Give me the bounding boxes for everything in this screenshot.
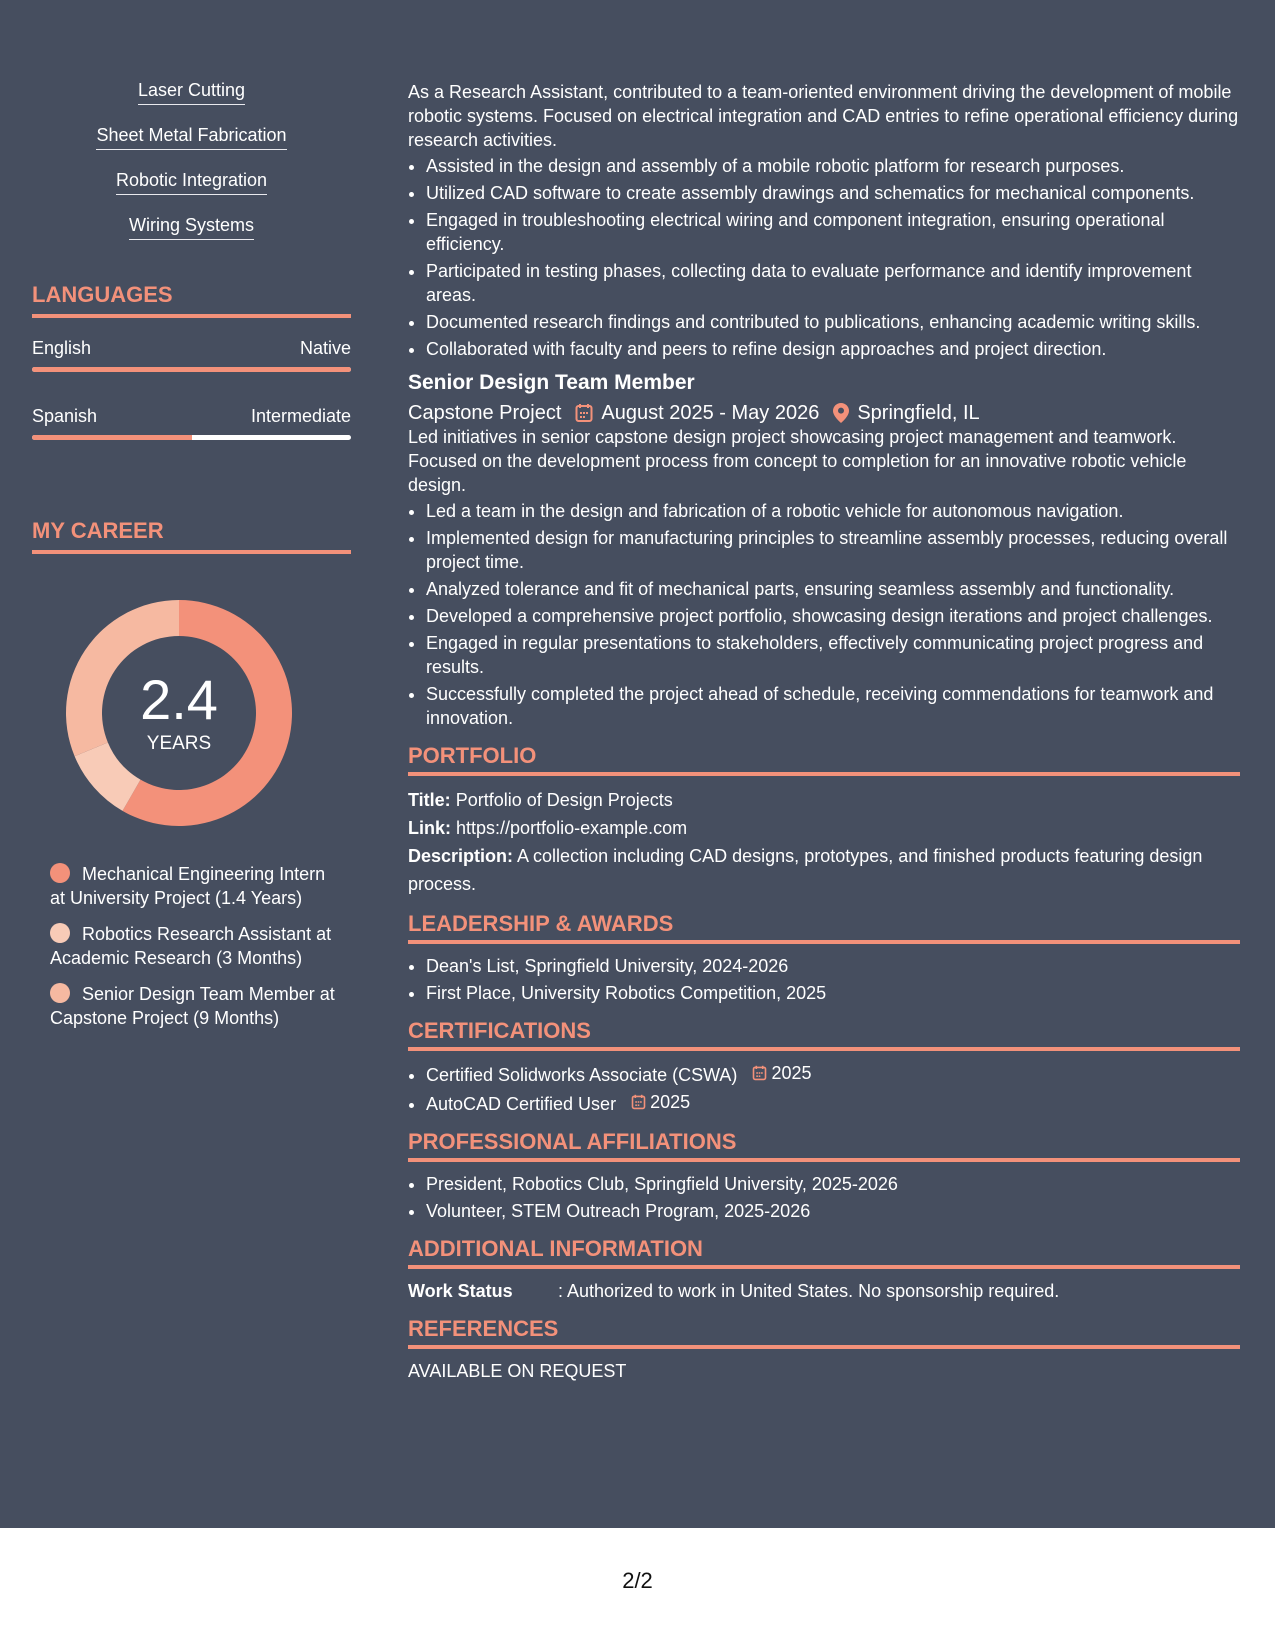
references-section — [408, 1317, 1240, 1383]
job-meta — [408, 401, 1240, 425]
references-value: AVAILABLE ON REQUEST — [408, 1361, 627, 1381]
additional-heading: ADDITIONAL INFORMATION — [408, 1237, 1240, 1269]
certifications-heading: CERTIFICATIONS — [408, 1019, 1240, 1051]
bullet-item: • Collaborated with faculty and peers to refine design approaches and project direction. — [426, 337, 1240, 361]
research-summary: As a Research Assistant, contributed to a team-oriented environment driving the development of mobile robotic systems. Focused on electrical integration and CAD entries to refine operational efficiency during research activities. — [408, 82, 1239, 150]
legend-item — [50, 982, 340, 1030]
awards-section — [408, 912, 1240, 1005]
additional-section — [408, 1237, 1240, 1303]
portfolio-title — [408, 786, 1240, 814]
certifications-section — [408, 1019, 1240, 1116]
languages-section — [32, 282, 351, 440]
skill-item: Laser Cutting — [138, 80, 245, 105]
bullet-item: • Engaged in troubleshooting electrical wiring and component integration, ensuring operational efficiency. — [426, 208, 1240, 256]
field-label: Title: — [408, 790, 451, 810]
job-company: Capstone Project — [408, 402, 562, 424]
bullet-item: • Led a team in the design and fabrication of a robotic vehicle for autonomous navigation. — [426, 499, 1240, 523]
bullet-item: • Successfully completed the project ahead of schedule, receiving commendations for teamwork and innovation. — [426, 682, 1240, 730]
legend-dot — [50, 863, 70, 883]
portfolio-link — [408, 814, 1240, 842]
bullet-item: • Documented research findings and contributed to publications, enhancing academic writing skills. — [426, 310, 1240, 334]
career-total-unit: YEARS — [146, 733, 212, 754]
page-number: 2/2 — [622, 1568, 653, 1593]
references-heading: REFERENCES — [408, 1317, 1240, 1349]
legend-item — [50, 922, 340, 970]
skills-list — [32, 80, 351, 260]
job-summary: Led initiatives in senior capstone design project showcasing project management and teamwork. Focused on the development process from concept to completion for an innovative robotic vehicle design. — [408, 427, 1187, 495]
skill-item: Sheet Metal Fabrication — [96, 125, 286, 150]
affiliation-item: • Volunteer, STEM Outreach Program, 2025-2026 — [426, 1199, 1240, 1223]
award-item: • Dean's List, Springfield University, 2024-2026 — [426, 954, 1240, 978]
skill-item: Robotic Integration — [116, 170, 267, 195]
job-dates: August 2025 - May 2026 — [601, 402, 820, 424]
certification-item — [426, 1090, 1240, 1116]
career-total-value: 2.4 — [140, 668, 218, 731]
left-column — [32, 80, 351, 1042]
bullet-item: • Assisted in the design and assembly of a mobile robotic platform for research purposes. — [426, 154, 1240, 178]
legend-dot — [50, 983, 70, 1003]
language-proficiency-fill — [32, 435, 192, 440]
certification-name: Certified Solidworks Associate (CSWA) — [426, 1065, 738, 1085]
language-level: Native — [299, 338, 351, 358]
legend-label: Senior Design Team Member at Capstone Project (9 Months) — [50, 984, 335, 1028]
work-status-value: : Authorized to work in United States. No sponsorship required. — [558, 1281, 1060, 1301]
certification-name: AutoCAD Certified User — [426, 1094, 617, 1114]
career-donut-chart — [66, 600, 292, 826]
career-section — [32, 518, 351, 1030]
legend-dot — [50, 923, 70, 943]
work-status-row — [408, 1279, 1240, 1303]
skill-item: Wiring Systems — [129, 215, 254, 240]
language-proficiency-bar — [32, 367, 351, 372]
job-title: Senior Design Team Member — [408, 371, 695, 394]
bullet-item: • Implemented design for manufacturing principles to streamline assembly processes, reducing overall project time. — [426, 526, 1240, 574]
certification-year: 2025 — [631, 1090, 690, 1114]
awards-heading: LEADERSHIP & AWARDS — [408, 912, 1240, 944]
language-item — [32, 338, 351, 372]
legend-label: Robotics Research Assistant at Academic Research (3 Months) — [50, 924, 332, 968]
affiliations-section — [408, 1130, 1240, 1223]
certification-item — [426, 1061, 1240, 1087]
bullet-item: • Participated in testing phases, collecting data to evaluate performance and identify improvement areas. — [426, 259, 1240, 307]
language-name: English — [32, 338, 92, 358]
language-name: Spanish — [32, 406, 98, 426]
calendar-icon — [575, 403, 593, 423]
research-bullets — [408, 154, 1240, 361]
legend-label: Mechanical Engineering Intern at University Project (1.4 Years) — [50, 864, 326, 908]
language-level: Intermediate — [250, 406, 351, 426]
affiliations-heading: PROFESSIONAL AFFILIATIONS — [408, 1130, 1240, 1162]
right-column — [408, 80, 1240, 1383]
language-item — [32, 406, 351, 440]
work-status-label: Work Status — [408, 1281, 513, 1301]
affiliation-item: • President, Robotics Club, Springfield University, 2025-2026 — [426, 1172, 1240, 1196]
language-proficiency-bar — [32, 435, 351, 440]
award-item: • First Place, University Robotics Competition, 2025 — [426, 981, 1240, 1005]
career-legend — [32, 862, 351, 1030]
certification-year: 2025 — [752, 1061, 811, 1085]
bullet-item: • Utilized CAD software to create assembly drawings and schematics for mechanical components. — [426, 181, 1240, 205]
bullet-item: • Analyzed tolerance and fit of mechanical parts, ensuring seamless assembly and functionality. — [426, 577, 1240, 601]
calendar-icon — [752, 1065, 767, 1081]
career-heading: MY CAREER — [32, 518, 351, 554]
portfolio-heading: PORTFOLIO — [408, 744, 1240, 776]
legend-item — [50, 862, 340, 910]
field-value: A collection including CAD designs, prototypes, and finished products featuring design process. — [408, 846, 1203, 894]
field-value: Portfolio of Design Projects — [455, 790, 673, 810]
bullet-item: • Developed a comprehensive project portfolio, showcasing design iterations and project challenges. — [426, 604, 1240, 628]
job-location: Springfield, IL — [857, 402, 980, 424]
job-bullets — [408, 499, 1240, 730]
languages-heading: LANGUAGES — [32, 282, 351, 318]
location-pin-icon — [833, 403, 849, 423]
bullet-item: • Engaged in regular presentations to stakeholders, effectively communicating project progress and results. — [426, 631, 1240, 679]
calendar-icon — [631, 1094, 646, 1110]
portfolio-section — [408, 744, 1240, 898]
portfolio-description — [408, 842, 1240, 898]
field-label: Link: — [408, 818, 451, 838]
field-label: Description: — [408, 846, 514, 866]
language-proficiency-fill — [32, 367, 351, 372]
portfolio-link-value[interactable]: https://portfolio-example.com — [456, 818, 688, 838]
